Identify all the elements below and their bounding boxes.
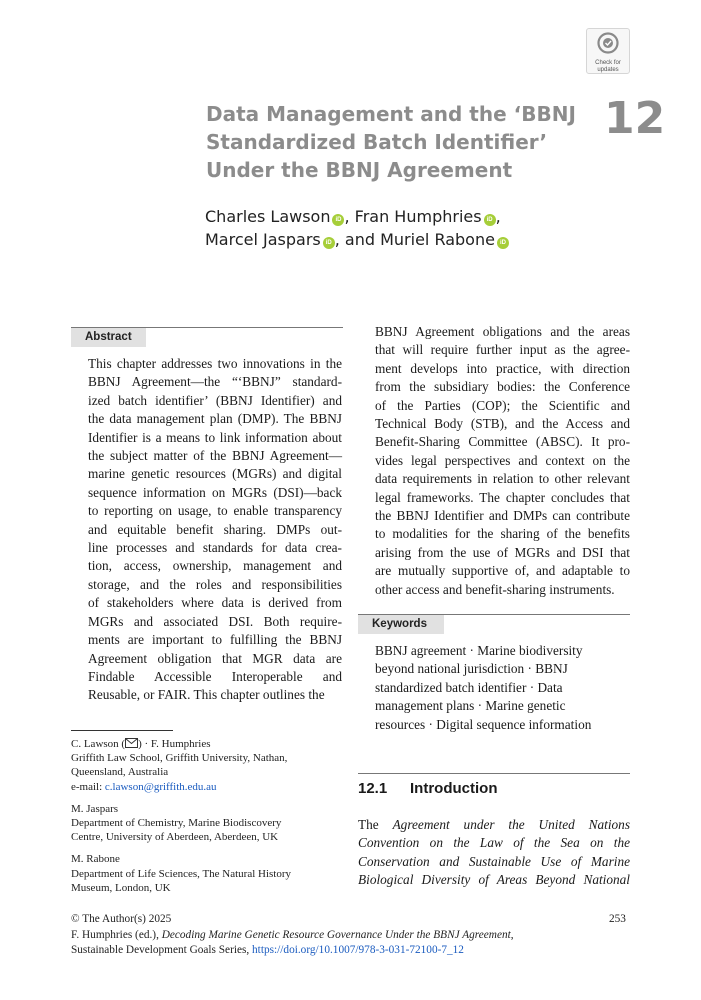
- copyright: © The Author(s) 2025: [71, 913, 172, 925]
- text-line: beyond national jurisdiction · BBNJ: [375, 661, 568, 677]
- check-for-updates-badge[interactable]: [586, 28, 630, 74]
- author-separator: ,: [495, 207, 501, 226]
- text-line: of the Parties (COP); the Scientific and: [375, 397, 630, 413]
- abstract-heading: Abstract: [71, 328, 146, 347]
- text-line: of stakeholders where data is derived from: [88, 595, 342, 611]
- keywords-heading: Keywords: [358, 615, 444, 634]
- text-line: ments are important to fulfilling the BBNJ: [88, 632, 342, 648]
- title-line-2: Standardized Batch Identifier’: [206, 130, 548, 154]
- section-title: Introduction: [410, 780, 498, 797]
- doi-link[interactable]: https://doi.org/10.1007/978-3-031-72100-7_12: [252, 944, 464, 956]
- keywords-list: [375, 642, 630, 734]
- text-line: MGRs and associated DSI. Both require-: [88, 613, 342, 629]
- abstract-text-left: [88, 355, 342, 705]
- introduction-text: [358, 816, 630, 890]
- envelope-icon: [125, 738, 138, 748]
- text-line: The Agreement under the United Nations: [358, 817, 630, 832]
- text-line: Technical Body (STB), and the Access and: [375, 416, 630, 432]
- text-line: data requirements in relation to other relevant: [375, 471, 630, 487]
- text-line: line processes and standards for data crea-: [88, 540, 342, 556]
- text-line: ized batch identifier’ (BBNJ Identifier) and: [88, 392, 342, 408]
- title-line-1: Data Management and the ‘BBNJ: [206, 102, 576, 126]
- orcid-icon[interactable]: iD: [497, 237, 509, 249]
- text-line: marine genetic resources (MGRs) and digital: [88, 466, 342, 482]
- text-line: vides legal perspectives and context on the: [375, 452, 630, 468]
- text-line: BBNJ Agreement—the “‘BBNJ” standard-: [88, 374, 342, 390]
- author-jaspars: Marcel Jaspars: [205, 230, 321, 249]
- text-line: the subject matter of the BBNJ Agreement—: [88, 448, 342, 464]
- text-line: arising from the use of MGRs and DSI that: [375, 544, 630, 560]
- chapter-number: 12: [604, 93, 666, 144]
- text-line: Biological Diversity of Areas Beyond National: [358, 872, 630, 888]
- email-link[interactable]: c.lawson@griffith.edu.au: [104, 780, 217, 793]
- text-line: ment develops into practice, with direction: [375, 360, 630, 376]
- text-line: to reporting on usage, to enable transparency: [88, 503, 342, 519]
- author-rabone: , and Muriel Rabone: [334, 230, 495, 249]
- text-line: are mutually supportive of, and adaptable to: [375, 563, 630, 579]
- page-footer: © The Author(s) 2025 F. Humphries (ed.), Decoding Marine Genetic Resource Governance Under the BBNJ Agreement, Sustainable Development Goals Series, https://doi.org/10.1007/978-3-031-72100-7_12: [71, 912, 631, 959]
- text-line: This chapter addresses two innovations in the: [88, 356, 342, 371]
- section-heading-introduction: [358, 780, 497, 797]
- abstract-text-right: [375, 323, 630, 599]
- text-line: that will require further input as the agree-: [375, 342, 630, 358]
- orcid-icon[interactable]: iD: [323, 237, 335, 249]
- text-line: Conservation and Sustainable Use of Marine: [358, 853, 630, 869]
- text-line: standardized batch identifier · Data: [375, 679, 563, 695]
- text-line: Convention on the Law of the Sea on the: [358, 835, 630, 851]
- text-line: tion, access, ownership, management and: [88, 558, 342, 574]
- intro-rule: [358, 773, 630, 774]
- text-line: Identifier is a means to link information about: [88, 429, 342, 445]
- author-humphries: , Fran Humphries: [344, 207, 482, 226]
- text-line: storage, and the roles and responsibilities: [88, 576, 342, 592]
- book-title: Decoding Marine Genetic Resource Governance Under the BBNJ Agreement: [161, 928, 511, 941]
- text-line: the data management plan (DMP). The BBNJ: [88, 411, 342, 427]
- text-line: and equitable benefit sharing. DMPs out-: [88, 521, 342, 537]
- page-number: 253: [609, 913, 626, 925]
- text-line: other access and benefit-sharing instruments.: [375, 581, 615, 597]
- footnote-rule: [71, 730, 173, 731]
- orcid-icon[interactable]: iD: [484, 214, 496, 226]
- badge-label-1: Check for: [595, 60, 621, 66]
- affiliation-jaspars: M. Jaspars Department of Chemistry, Marine Biodiscovery Centre, University of Aberdeen, Aberdeen, UK: [71, 802, 282, 844]
- author-lawson: Charles Lawson: [205, 207, 331, 226]
- author-list: [205, 205, 585, 251]
- title-line-3: Under the BBNJ Agreement: [206, 158, 513, 182]
- text-line: legal frameworks. The chapter concludes that: [375, 489, 630, 505]
- text-line: sequence information on MGRs (DSI)—back: [88, 484, 342, 500]
- affiliation-rabone: M. Rabone Department of Life Sciences, The Natural History Museum, London, UK: [71, 853, 292, 894]
- text-line: BBNJ agreement · Marine biodiversity: [375, 643, 583, 658]
- text-line: Reusable, or FAIR. This chapter outlines the: [88, 687, 325, 703]
- text-line: management plans · Marine genetic: [375, 698, 566, 714]
- text-line: the BBNJ Identifier and DMPs can contribute: [375, 508, 630, 524]
- section-number: 12.1: [358, 780, 388, 797]
- text-line: Findable Accessible Interoperable and: [88, 668, 342, 684]
- chapter-title: [206, 100, 576, 184]
- text-line: Agreement obligation that MGR data are: [88, 650, 342, 666]
- badge-label-2: updates: [597, 67, 619, 73]
- text-line: from the subsidiary bodies: the Conference: [375, 379, 630, 395]
- check-updates-icon: [597, 32, 619, 54]
- orcid-icon[interactable]: iD: [332, 214, 344, 226]
- text-line: to modalities for the sharing of the benefits: [375, 526, 630, 542]
- text-line: resources · Digital sequence information: [375, 716, 592, 732]
- affiliations: [71, 737, 331, 903]
- text-line: Benefit-Sharing Committee (ABSC). It pro-: [375, 434, 630, 450]
- text-line: BBNJ Agreement obligations and the areas: [375, 324, 630, 339]
- affiliation-lawson-humphries: C. Lawson ( ) · F. Humphries Griffith Law School, Griffith University, Nathan, Queensland, Australia e-mail: c.lawson@griffith.edu.au: [71, 738, 288, 793]
